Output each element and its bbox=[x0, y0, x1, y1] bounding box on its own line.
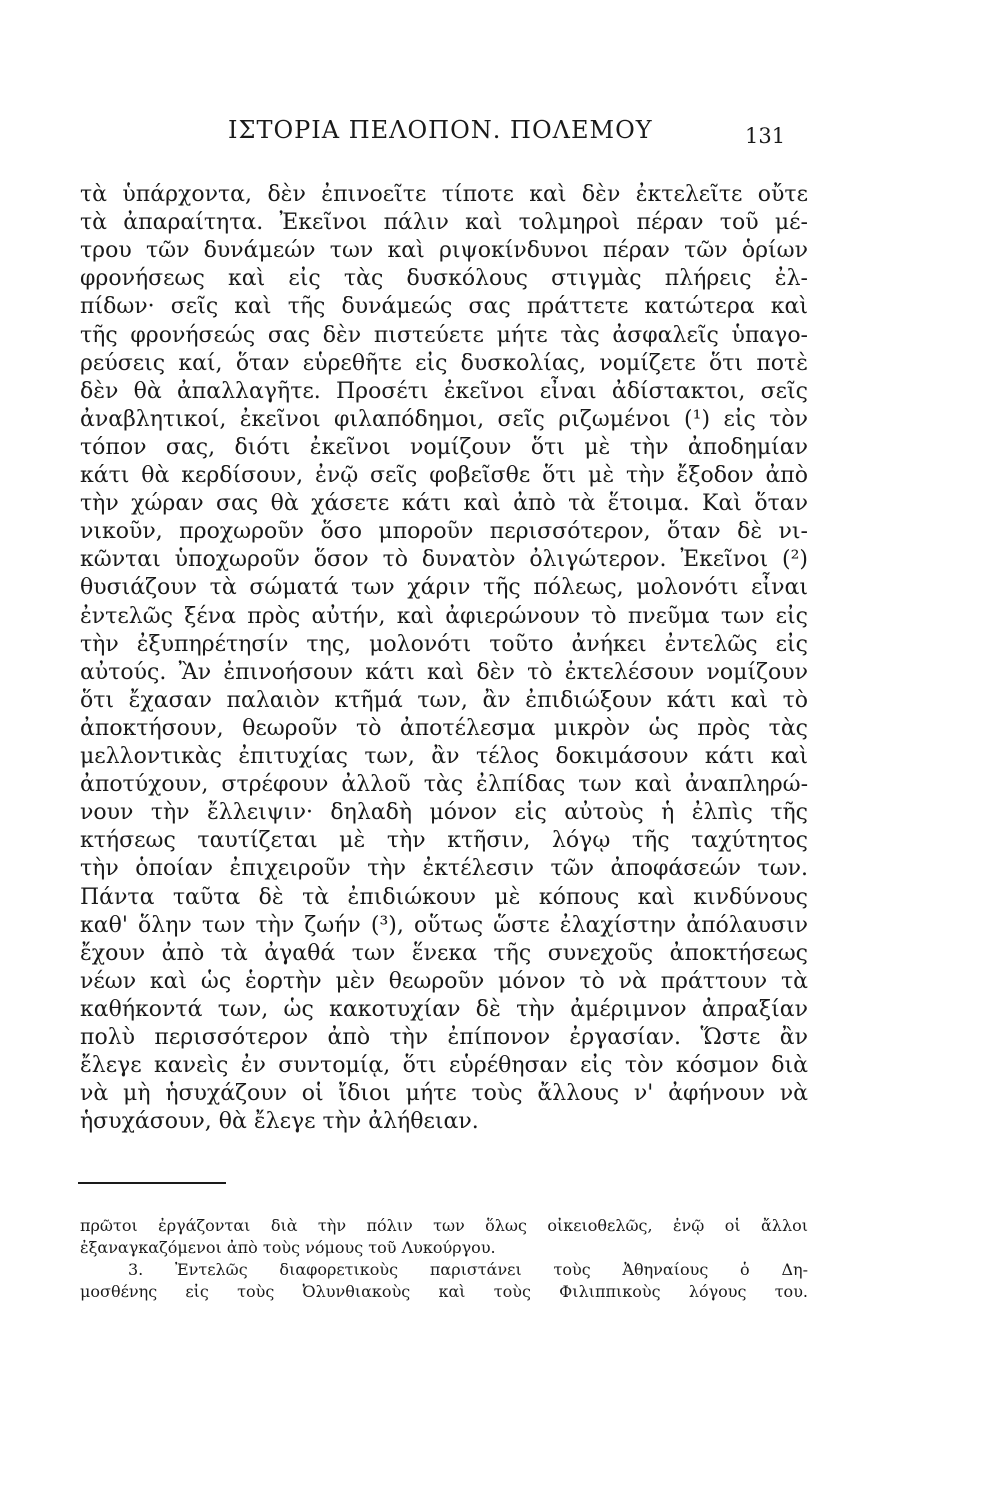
footnote-line: 3. Ἐντελῶς διαφορετικοὺς παριστάνει τοὺς Ἀθηναίους ὁ Δη- bbox=[128, 1260, 808, 1279]
text-line: τὴν χώραν σας θὰ χάσετε κάτι καὶ ἀπὸ τὰ ἕτοιμα. Καὶ ὅταν bbox=[80, 491, 808, 517]
text-line: πίδων· σεῖς καὶ τῆς δυνάμεώς σας πράττετε κατώτερα καὶ bbox=[80, 294, 808, 320]
text-line: ρεύσεις καί, ὅταν εὑρεθῆτε εἰς δυσκολίας, νομίζετε ὅτι ποτὲ bbox=[80, 350, 808, 376]
text-line: τὴν ἐξυπηρέτησίν της, μολονότι τοῦτο ἀνήκει ἐντελῶς εἰς bbox=[80, 631, 808, 657]
text-line: ἀναβλητικοί, ἐκεῖνοι φιλαπόδημοι, σεῖς ριζωμένοι (¹) εἰς τὸν bbox=[80, 406, 808, 432]
text-line: ἡσυχάσουν, θὰ ἔλεγε τὴν ἀλήθειαν. bbox=[80, 1109, 479, 1135]
running-title: ΙΣΤΟΡΙΑ ΠΕΛΟΠΟΝ. ΠΟΛΕΜΟΥ bbox=[228, 116, 653, 144]
footnote-line: πρῶτοι ἐργάζονται διὰ τὴν πόλιν των ὅλως οἰκειοθελῶς, ἐνῷ οἱ ἄλλοι bbox=[80, 1216, 808, 1235]
text-line: τρου τῶν δυνάμεών των καὶ ριψοκίνδυνοι πέραν τῶν ὁρίων bbox=[80, 238, 808, 264]
page-number: 131 bbox=[745, 124, 786, 148]
text-line: ἀποτύχουν, στρέφουν ἀλλοῦ τὰς ἐλπίδας των καὶ ἀναπληρώ- bbox=[80, 772, 808, 798]
footnote-line: ἐξαναγκαζόμενοι ἀπὸ τοὺς νόμους τοῦ Λυκούργου. bbox=[80, 1238, 496, 1257]
text-line: αὐτούς. Ἂν ἐπινοήσουν κάτι καὶ δὲν τὸ ἐκτελέσουν νομίζουν bbox=[80, 659, 808, 685]
footnote-line: μοσθένης εἰς τοὺς Ὀλυνθιακοὺς καὶ τοὺς Φιλιππικοὺς λόγους του. bbox=[80, 1282, 808, 1301]
text-line: ἔλεγε κανεὶς ἐν συντομίᾳ, ὅτι εὑρέθησαν εἰς τὸν κόσμον διὰ bbox=[80, 1053, 808, 1079]
text-line: ἐντελῶς ξένα πρὸς αὐτήν, καὶ ἀφιερώνουν τὸ πνεῦμα των εἰς bbox=[80, 603, 808, 629]
text-line: καθήκοντά των, ὡς κακοτυχίαν δὲ τὴν ἀμέριμνον ἀπραξίαν bbox=[80, 996, 808, 1022]
text-line: δὲν θὰ ἀπαλλαγῆτε. Προσέτι ἐκεῖνοι εἶναι ἀδίστακτοι, σεῖς bbox=[80, 378, 808, 404]
footnote-rule bbox=[78, 1182, 226, 1184]
text-line: τὰ ὑπάρχοντα, δὲν ἐπινοεῖτε τίποτε καὶ δὲν ἐκτελεῖτε οὔτε bbox=[80, 182, 808, 207]
text-line: θυσιάζουν τὰ σώματά των χάριν τῆς πόλεως, μολονότι εἶναι bbox=[80, 575, 808, 601]
text-line: φρονήσεως καὶ εἰς τὰς δυσκόλους στιγμὰς πλήρεις ἐλ- bbox=[80, 266, 808, 292]
text-line: καθ' ὅλην των τὴν ζωήν (³), οὕτως ὥστε ἐλαχίστην ἀπόλαυσιν bbox=[80, 912, 808, 938]
text-line: νουν τὴν ἔλλειψιν· δηλαδὴ μόνον εἰς αὐτοὺς ἡ ἐλπὶς τῆς bbox=[80, 800, 808, 826]
text-line: τόπον σας, διότι ἐκεῖνοι νομίζουν ὅτι μὲ τὴν ἀποδημίαν bbox=[80, 434, 808, 460]
text-line: πολὺ περισσότερον ἀπὸ τὴν ἐπίπονον ἐργασίαν. Ὥστε ἂν bbox=[80, 1025, 808, 1050]
text-line: νικοῦν, προχωροῦν ὅσο μποροῦν περισσότερον, ὅταν δὲ νι- bbox=[80, 519, 808, 545]
text-line: τὴν ὁποίαν ἐπιχειροῦν τὴν ἐκτέλεσιν τῶν ἀποφάσεών των. bbox=[80, 856, 808, 882]
text-line: ἀποκτήσουν, θεωροῦν τὸ ἀποτέλεσμα μικρὸν ὡς πρὸς τὰς bbox=[80, 715, 808, 741]
text-line: μελλοντικὰς ἐπιτυχίας των, ἂν τέλος δοκιμάσουν κάτι καὶ bbox=[80, 744, 808, 769]
text-line: τῆς φρονήσεώς σας δὲν πιστεύετε μήτε τὰς ἀσφαλεῖς ὑπαγο- bbox=[80, 322, 808, 348]
text-line: Πάντα ταῦτα δὲ τὰ ἐπιδιώκουν μὲ κόπους καὶ κινδύνους bbox=[80, 884, 808, 910]
text-line: κῶνται ὑποχωροῦν ὅσον τὸ δυνατὸν ὀλιγώτερον. Ἐκεῖνοι (²) bbox=[80, 547, 808, 573]
text-line: νὰ μὴ ἡσυχάζουν οἱ ἴδιοι μήτε τοὺς ἄλλους ν' ἀφήνουν νὰ bbox=[80, 1081, 808, 1107]
text-line: ἔχουν ἀπὸ τὰ ἀγαθά των ἕνεκα τῆς συνεχοῦς ἀποκτήσεως bbox=[80, 940, 808, 966]
text-line: τὰ ἀπαραίτητα. Ἐκεῖνοι πάλιν καὶ τολμηροὶ πέραν τοῦ μέ- bbox=[80, 210, 808, 236]
text-line: κτήσεως ταυτίζεται μὲ τὴν κτῆσιν, λόγῳ τῆς ταχύτητος bbox=[80, 828, 808, 854]
text-line: κάτι θὰ κερδίσουν, ἐνῷ σεῖς φοβεῖσθε ὅτι μὲ τὴν ἔξοδον ἀπὸ bbox=[80, 463, 808, 488]
text-line: ὅτι ἔχασαν παλαιὸν κτῆμά των, ἂν ἐπιδιώξουν κάτι καὶ τὸ bbox=[80, 687, 808, 713]
text-line: νέων καὶ ὡς ἑορτὴν μὲν θεωροῦν μόνον τὸ νὰ πράττουν τὰ bbox=[80, 968, 808, 994]
